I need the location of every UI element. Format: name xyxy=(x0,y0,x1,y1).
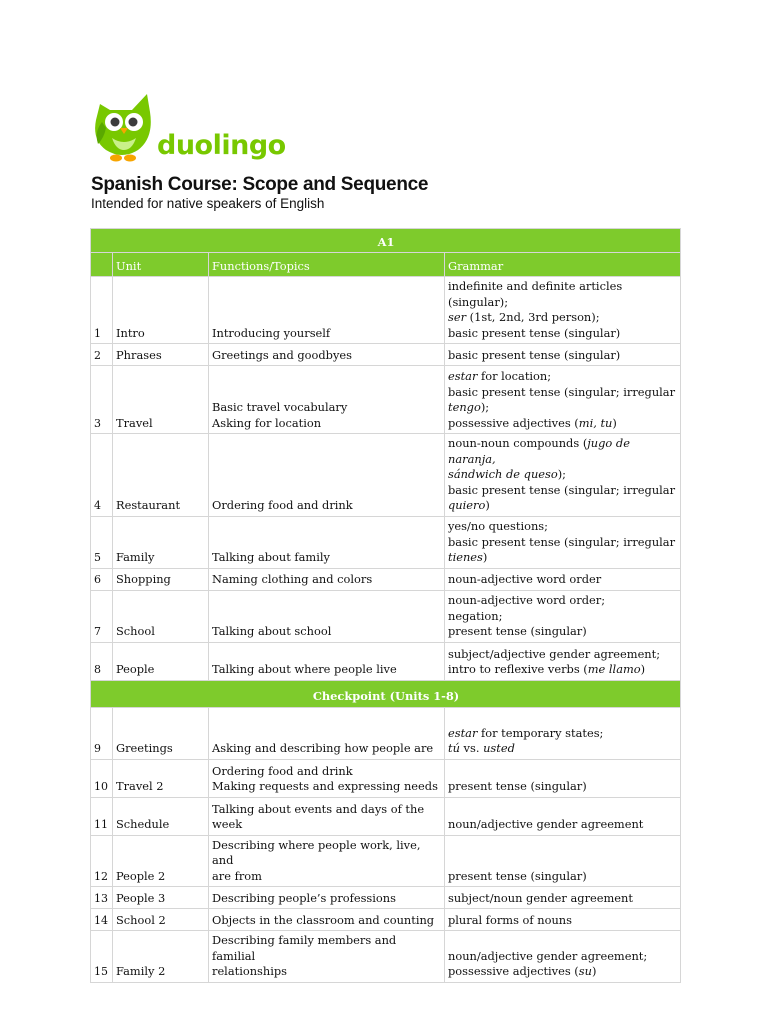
topic-line: Talking about family xyxy=(212,550,330,564)
unit-number: 10 xyxy=(91,759,113,797)
grammar-text: plural forms of nouns xyxy=(448,912,572,927)
section-band-a1 xyxy=(91,229,681,253)
table-row xyxy=(91,590,681,642)
header-grammar: Grammar xyxy=(445,253,681,277)
section-label: A1 xyxy=(91,229,681,253)
unit-topics xyxy=(209,434,445,517)
topic-line: Asking for location xyxy=(212,415,322,430)
header-num xyxy=(91,253,113,277)
unit-topics xyxy=(209,642,445,680)
unit-grammar xyxy=(445,707,681,759)
grammar-text: possessive adjectives ( xyxy=(448,415,579,430)
grammar-line xyxy=(448,726,678,742)
unit-topics xyxy=(209,277,445,344)
page-subtitle: Intended for native speakers of English xyxy=(91,196,325,211)
grammar-text: basic present tense (singular) xyxy=(448,347,621,362)
unit-number: 7 xyxy=(91,590,113,642)
unit-topics xyxy=(209,568,445,590)
topic-line: Basic travel vocabulary xyxy=(212,400,348,414)
topic-line: Talking about events and days of the xyxy=(212,801,425,816)
grammar-line xyxy=(448,483,678,499)
unit-topics xyxy=(209,887,445,909)
grammar-line xyxy=(448,519,678,535)
unit-name: People xyxy=(113,642,209,680)
unit-grammar xyxy=(445,887,681,909)
unit-number: 1 xyxy=(91,277,113,344)
grammar-text: noun/adjective gender agreement xyxy=(448,817,644,831)
grammar-text: noun-adjective word order xyxy=(448,572,602,586)
table-row xyxy=(91,516,681,568)
grammar-line xyxy=(448,416,678,432)
unit-name: People 3 xyxy=(113,887,209,909)
grammar-text: jugo de naranja, xyxy=(448,436,630,466)
grammar-line xyxy=(448,385,678,401)
grammar-line xyxy=(448,817,678,833)
unit-number: 6 xyxy=(91,568,113,590)
table-row xyxy=(91,887,681,909)
grammar-text: present tense (singular) xyxy=(448,624,587,638)
unit-number: 14 xyxy=(91,909,113,931)
table-row xyxy=(91,568,681,590)
grammar-line xyxy=(448,467,678,483)
topic-line: Objects in the classroom and counting xyxy=(212,912,435,927)
unit-grammar xyxy=(445,344,681,366)
grammar-line xyxy=(448,609,678,625)
unit-grammar xyxy=(445,516,681,568)
grammar-text: estar xyxy=(448,369,478,383)
grammar-text: ); xyxy=(557,467,567,481)
grammar-line xyxy=(448,891,678,907)
grammar-text: intro to reflexive verbs ( xyxy=(448,662,588,676)
grammar-line xyxy=(448,535,678,551)
topic-line: relationships xyxy=(212,964,287,978)
header-topics: Functions/Topics xyxy=(209,253,445,277)
grammar-text: indefinite and definite articles (singular); xyxy=(448,279,623,309)
grammar-text: vs. xyxy=(459,741,484,755)
unit-name: School 2 xyxy=(113,909,209,931)
unit-topics xyxy=(209,516,445,568)
unit-grammar xyxy=(445,277,681,344)
grammar-text: tú xyxy=(448,741,460,755)
grammar-line xyxy=(448,949,678,965)
grammar-text: noun-noun compounds ( xyxy=(448,436,588,450)
unit-number: 5 xyxy=(91,516,113,568)
unit-grammar xyxy=(445,931,681,983)
grammar-text: subject/noun gender agreement xyxy=(448,890,633,905)
grammar-line xyxy=(448,647,678,663)
grammar-text: su xyxy=(578,964,592,978)
unit-name: Family xyxy=(113,516,209,568)
table-row xyxy=(91,909,681,931)
unit-name: Shopping xyxy=(113,568,209,590)
unit-number: 3 xyxy=(91,366,113,434)
unit-grammar xyxy=(445,835,681,887)
grammar-line xyxy=(448,624,678,640)
unit-number: 12 xyxy=(91,835,113,887)
grammar-text: negation; xyxy=(448,608,503,623)
grammar-line xyxy=(448,913,678,929)
grammar-text: noun-adjective word order; xyxy=(448,593,606,607)
grammar-text: sándwich de queso xyxy=(448,467,558,481)
unit-topics xyxy=(209,344,445,366)
checkpoint-band xyxy=(91,680,681,707)
topic-line: Ordering food and drink xyxy=(212,498,353,512)
unit-topics xyxy=(209,590,445,642)
table-row xyxy=(91,344,681,366)
grammar-line xyxy=(448,400,678,416)
table-row xyxy=(91,707,681,759)
checkpoint-label: Checkpoint (Units 1-8) xyxy=(91,680,681,707)
table-body xyxy=(91,229,681,983)
grammar-line xyxy=(448,498,678,514)
table-row xyxy=(91,434,681,517)
grammar-line xyxy=(448,436,678,467)
topic-line: Ordering food and drink xyxy=(212,763,353,778)
grammar-line xyxy=(448,869,678,885)
grammar-line xyxy=(448,593,678,609)
table-row xyxy=(91,366,681,434)
unit-grammar xyxy=(445,797,681,835)
topic-line: are from xyxy=(212,868,262,883)
grammar-line xyxy=(448,662,678,678)
unit-number: 13 xyxy=(91,887,113,909)
grammar-line xyxy=(448,550,678,566)
grammar-line xyxy=(448,279,678,310)
unit-name: Intro xyxy=(113,277,209,344)
unit-name: Family 2 xyxy=(113,931,209,983)
topic-line: Describing family members and familial xyxy=(212,933,397,963)
topic-line: Introducing yourself xyxy=(212,325,331,340)
grammar-text: subject/adjective gender agreement; xyxy=(448,646,661,661)
unit-number: 8 xyxy=(91,642,113,680)
grammar-text: ); xyxy=(480,400,490,414)
grammar-text: tienes xyxy=(448,550,483,564)
table-row xyxy=(91,759,681,797)
page-title: Spanish Course: Scope and Sequence xyxy=(91,174,429,195)
topic-line: Greetings and goodbyes xyxy=(212,347,352,362)
unit-number: 15 xyxy=(91,931,113,983)
grammar-text: basic present tense (singular; irregular xyxy=(448,384,676,399)
grammar-text: ) xyxy=(612,415,617,430)
unit-name: Travel xyxy=(113,366,209,434)
unit-name: Restaurant xyxy=(113,434,209,517)
grammar-text: estar xyxy=(448,725,478,740)
unit-grammar xyxy=(445,642,681,680)
unit-topics xyxy=(209,759,445,797)
unit-topics xyxy=(209,835,445,887)
topic-line: Talking about where people live xyxy=(212,662,397,676)
grammar-text: me llamo xyxy=(587,662,641,676)
unit-number: 9 xyxy=(91,707,113,759)
grammar-text: yes/no questions; xyxy=(448,519,548,533)
grammar-text: ) xyxy=(482,550,488,564)
grammar-line xyxy=(448,310,678,326)
owl-icon xyxy=(95,94,151,162)
scope-sequence-table xyxy=(90,228,681,983)
grammar-text: quiero xyxy=(448,498,486,512)
unit-name: Travel 2 xyxy=(113,759,209,797)
grammar-text: present tense (singular) xyxy=(448,868,587,883)
table-row xyxy=(91,835,681,887)
grammar-line xyxy=(448,741,678,757)
grammar-text: noun/adjective gender agreement; xyxy=(448,948,648,963)
table-row xyxy=(91,931,681,983)
grammar-text: ) xyxy=(640,662,646,676)
table-row xyxy=(91,642,681,680)
topic-line: Describing people’s professions xyxy=(212,890,396,905)
topic-line: Asking and describing how people are xyxy=(212,741,434,755)
grammar-text: present tense (singular) xyxy=(448,779,587,793)
grammar-text: for temporary states; xyxy=(477,725,604,740)
table-header-row xyxy=(91,253,681,277)
grammar-line xyxy=(448,369,678,385)
grammar-text: mi, tu xyxy=(578,415,613,430)
table-row xyxy=(91,797,681,835)
unit-grammar xyxy=(445,759,681,797)
unit-topics xyxy=(209,909,445,931)
grammar-text: ) xyxy=(591,964,597,978)
unit-grammar xyxy=(445,590,681,642)
unit-name: School xyxy=(113,590,209,642)
grammar-line xyxy=(448,572,678,588)
table-row xyxy=(91,277,681,344)
unit-grammar xyxy=(445,434,681,517)
unit-name: People 2 xyxy=(113,835,209,887)
topic-line: Describing where people work, live, and xyxy=(212,837,421,867)
duolingo-wordmark: duolingo xyxy=(157,130,286,161)
topic-line: Making requests and expressing needs xyxy=(212,779,438,793)
grammar-line xyxy=(448,779,678,795)
unit-name: Phrases xyxy=(113,344,209,366)
unit-topics xyxy=(209,931,445,983)
unit-grammar xyxy=(445,568,681,590)
unit-number: 4 xyxy=(91,434,113,517)
unit-name: Schedule xyxy=(113,797,209,835)
unit-topics xyxy=(209,366,445,434)
unit-topics xyxy=(209,797,445,835)
grammar-line xyxy=(448,348,678,364)
unit-grammar xyxy=(445,909,681,931)
grammar-text: basic present tense (singular; irregular xyxy=(448,482,676,497)
unit-name: Greetings xyxy=(113,707,209,759)
topic-line: Talking about school xyxy=(212,624,332,638)
topic-line: week xyxy=(212,817,243,831)
grammar-line xyxy=(448,964,678,980)
unit-number: 11 xyxy=(91,797,113,835)
header-unit: Unit xyxy=(113,253,209,277)
grammar-text: basic present tense (singular) xyxy=(448,325,621,340)
grammar-text: for location; xyxy=(477,369,552,383)
unit-grammar xyxy=(445,366,681,434)
grammar-line xyxy=(448,326,678,342)
grammar-text: (1st, 2nd, 3rd person); xyxy=(466,310,600,324)
topic-line: Naming clothing and colors xyxy=(212,572,373,586)
unit-number: 2 xyxy=(91,344,113,366)
grammar-text: ser xyxy=(448,310,467,324)
grammar-text: basic present tense (singular; irregular xyxy=(448,534,676,549)
unit-topics xyxy=(209,707,445,759)
grammar-text: possessive adjectives ( xyxy=(448,964,579,978)
grammar-text: tengo xyxy=(448,400,481,414)
grammar-text: usted xyxy=(483,741,515,755)
grammar-text: ) xyxy=(485,498,490,512)
